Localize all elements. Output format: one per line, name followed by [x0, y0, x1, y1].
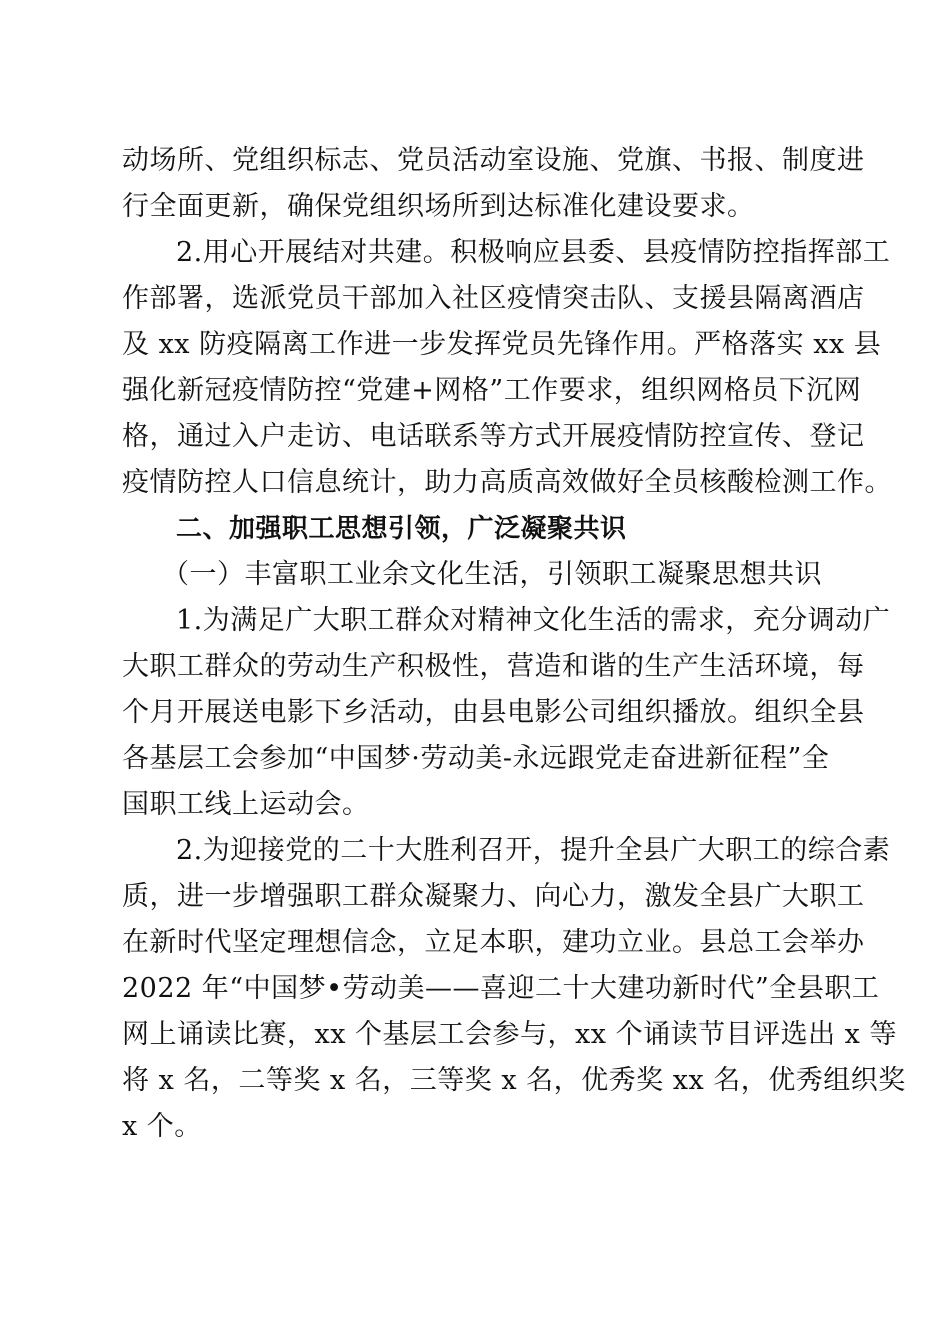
paragraph-line: 大职工群众的劳动生产积极性，营造和谐的生产生活环境，每	[122, 651, 865, 682]
paragraph-line: 作部署，选派党员干部加入社区疫情突击队、支援县隔离酒店	[122, 283, 865, 314]
paragraph-line: 国职工线上运动会。	[122, 789, 370, 820]
paragraph-line: 格，通过入户走访、电话联系等方式开展疫情防控宣传、登记	[122, 421, 865, 452]
paragraph-line: 2.用心开展结对共建。积极响应县委、县疫情防控指挥部工	[176, 237, 891, 268]
paragraph-line: 网上诵读比赛，xx 个基层工会参与，xx 个诵读节目评选出 x 等	[122, 1019, 897, 1050]
subsection-heading: （一）丰富职工业余文化生活，引领职工凝聚思想共识	[162, 559, 822, 590]
paragraph-line: 强化新冠疫情防控“党建+网格”工作要求，组织网格员下沉网	[122, 375, 862, 406]
paragraph-line: 将 x 名，二等奖 x 名，三等奖 x 名，优秀奖 xx 名，优秀组织奖	[122, 1065, 906, 1096]
paragraph-line: 动场所、党组织标志、党员活动室设施、党旗、书报、制度进	[122, 145, 865, 176]
paragraph-line: 个月开展送电影下乡活动，由县电影公司组织播放。组织全县	[122, 697, 865, 728]
paragraph-line: 在新时代坚定理想信念，立足本职，建功立业。县总工会举办	[122, 927, 865, 958]
paragraph-line: 2022 年“中国梦•劳动美——喜迎二十大建功新时代”全县职工	[122, 973, 880, 1004]
paragraph-line: x 个。	[122, 1111, 202, 1142]
paragraph-line: 疫情防控人口信息统计，助力高质高效做好全员核酸检测工作。	[122, 467, 892, 498]
paragraph-line: 2.为迎接党的二十大胜利召开，提升全县广大职工的综合素	[176, 835, 891, 866]
paragraph-line: 行全面更新，确保党组织场所到达标准化建设要求。	[122, 191, 755, 222]
paragraph-line: 及 xx 防疫隔离工作进一步发挥党员先锋作用。严格落实 xx 县	[122, 329, 882, 360]
document-page	[122, 138, 906, 1150]
section-heading: 二、加强职工思想引领，广泛凝聚共识	[176, 514, 627, 544]
paragraph-line: 各基层工会参加“中国梦·劳动美-永远跟党走奋进新征程”全	[122, 743, 830, 774]
paragraph-line: 1.为满足广大职工群众对精神文化生活的需求，充分调动广	[176, 605, 891, 636]
paragraph-line: 质，进一步增强职工群众凝聚力、向心力，激发全县广大职工	[122, 881, 865, 912]
